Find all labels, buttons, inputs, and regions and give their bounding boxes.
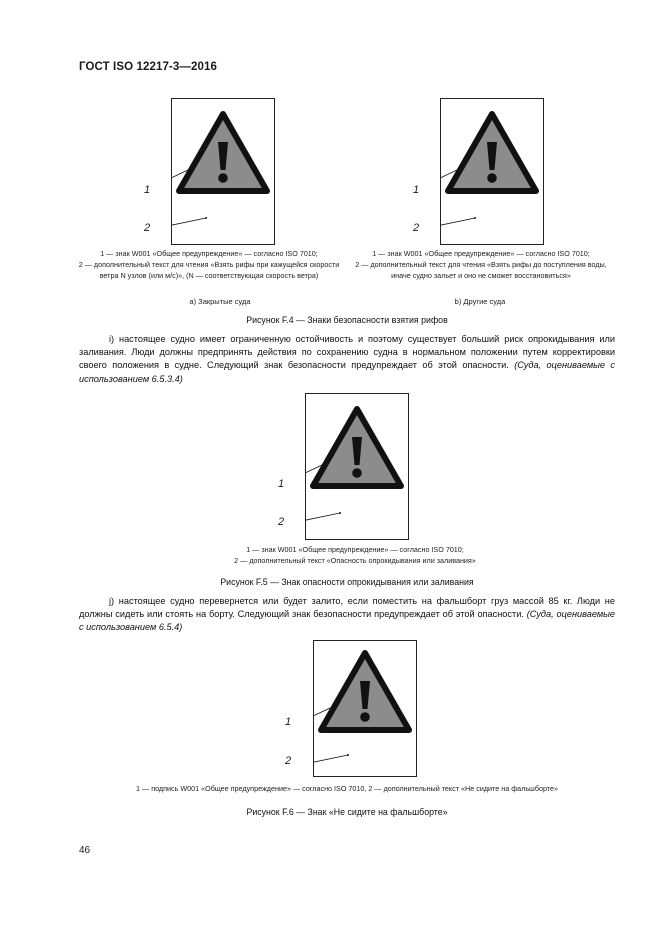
figure-title-f4: Рисунок F.4 — Знаки безопасности взятия рифов bbox=[246, 315, 448, 325]
callout-1: 1 bbox=[285, 716, 292, 728]
sign-panel-closed-boats bbox=[171, 98, 275, 245]
sign-panel-no-sitting bbox=[313, 640, 417, 777]
paragraph-reference: (Суда, оцениваемые с использованием 6.5.3.4) bbox=[79, 360, 616, 384]
callout-1: 1 bbox=[413, 184, 420, 196]
paragraph-text: j) настоящее судно перевернется или будет залито, если поместить на фальшборт груз массой 85 кг. Люди не должны сидеть или стоять на борту. Следующий знак безопасности предупреждает об этой опасности. bbox=[79, 596, 615, 620]
callout-1: 1 bbox=[144, 184, 151, 196]
figure-title-f6: Рисунок F.6 — Знак «Не сидите на фальшборте» bbox=[246, 807, 448, 817]
callout-2: 2 bbox=[278, 516, 285, 528]
sign-panel-other-boats bbox=[440, 98, 544, 245]
figure-title-f5: Рисунок F.5 — Знак опасности опрокидывания или заливания bbox=[220, 577, 474, 587]
warning-triangle-icon bbox=[314, 641, 416, 776]
sign-panel-capsize bbox=[305, 393, 409, 540]
legend-item-1: 1 — знак W001 «Общее предупреждение» — согласно ISO 7010; bbox=[372, 249, 590, 258]
document-header: ГОСТ ISO 12217-3—2016 bbox=[79, 61, 217, 73]
paragraph-i bbox=[79, 333, 615, 386]
paragraph-j bbox=[79, 595, 615, 635]
subfigure-caption-a: a) Закрытые суда bbox=[189, 297, 251, 306]
callout-2: 2 bbox=[413, 222, 420, 234]
paragraph-text: i) настоящее судно имеет ограниченную остойчивость и поэтому существует больший риск опрокидывания или заливания. Люди должны предпринять действия по сохранению судна в нормальном положении путем корректировки своего положения в судне. Следующий знак безопасности предупреждает об этой опасности. bbox=[79, 334, 615, 371]
legend-item-2: 2 — дополнительный текст для чтения «Взять рифы до поступления воды, иначе судно зальет и оно не сможет восстановиться» bbox=[355, 260, 607, 280]
callout-1: 1 bbox=[278, 478, 285, 490]
legend-item-2: 2 — дополнительный текст для чтения «Взять рифы при кажущейся скорости ветра N узлов (или м/с)», (N — соответствующая скорость ветра) bbox=[78, 260, 340, 280]
callout-2: 2 bbox=[285, 755, 292, 767]
legend-item-2: 2 — дополнительный текст «Опасность опрокидывания или заливания» bbox=[234, 556, 476, 565]
callout-2: 2 bbox=[144, 222, 151, 234]
legend-text: 1 — подпись W001 «Общее предупреждение» — согласно ISO 7010, 2 — дополнительный текст «Не сидите на фальшборте» bbox=[136, 784, 558, 793]
paragraph-reference: (Суда, оцениваемые с использованием 6.5.4) bbox=[79, 609, 615, 633]
page-number: 46 bbox=[79, 845, 91, 856]
subfigure-caption-b: b) Другие суда bbox=[454, 297, 506, 306]
warning-triangle-icon bbox=[172, 99, 274, 244]
legend-item-1: 1 — знак W001 «Общее предупреждение» — согласно ISO 7010; bbox=[100, 249, 318, 258]
warning-triangle-icon bbox=[306, 394, 408, 539]
warning-triangle-icon bbox=[441, 99, 543, 244]
legend-item-1: 1 — знак W001 «Общее предупреждение» — согласно ISO 7010; bbox=[246, 545, 464, 554]
